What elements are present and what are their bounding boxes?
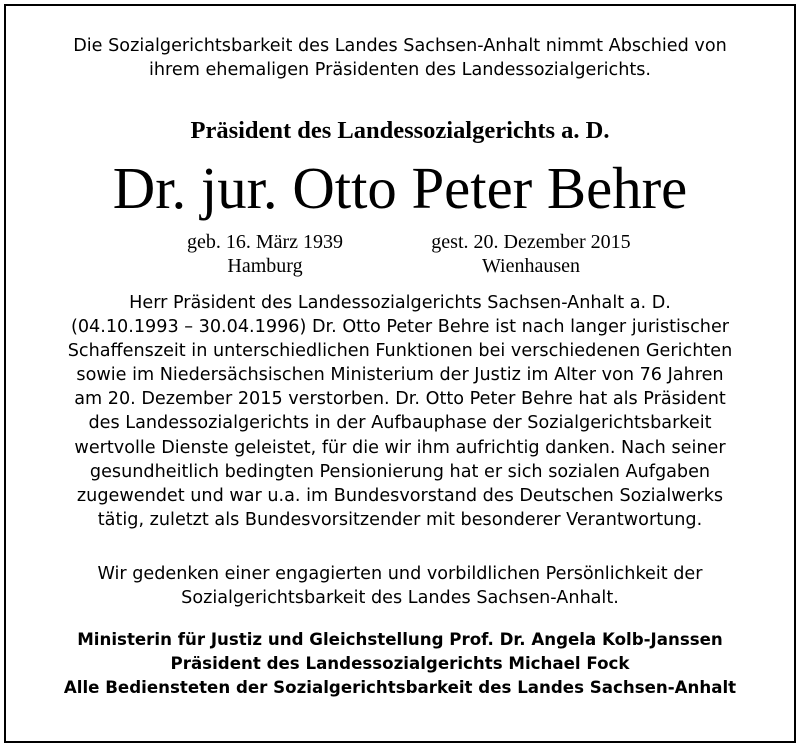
obituary-notice <box>4 4 796 743</box>
deceased-name: Dr. jur. Otto Peter Behre <box>112 156 688 221</box>
remembrance-paragraph <box>6 562 794 610</box>
body-line: wertvolle Dienste geleistet, für die wir ihm aufrichtig danken. Nach seiner <box>74 437 726 458</box>
remembrance-line: Sozialgerichtsbarkeit des Landes Sachsen-Anhalt. <box>181 588 619 608</box>
office-title: Präsident des Landessozialgerichts a. D. <box>190 117 610 144</box>
body-line: gesundheitlich bedingten Pensionierung hat er sich sozialen Aufgaben <box>89 461 711 482</box>
intro-paragraph <box>6 34 794 82</box>
remembrance-line: Wir gedenken einer engagierten und vorbildlichen Persönlichkeit der <box>97 564 703 584</box>
birth-date: geb. 16. März 1939 <box>186 231 344 253</box>
signature-line: Präsident des Landessozialgerichts Michael Fock <box>170 654 630 673</box>
signatures-block <box>6 628 794 700</box>
signature-line: Ministerin für Justiz und Gleichstellung Prof. Dr. Angela Kolb-Janssen <box>77 630 723 649</box>
body-line: tätig, zuletzt als Bundesvorsitzender mit besonderer Verantwortung. <box>97 509 703 530</box>
body-line: am 20. Dezember 2015 verstorben. Dr. Otto Peter Behre hat als Präsident <box>74 389 726 410</box>
birth-place: Hamburg <box>227 255 303 277</box>
body-line: des Landessozialgerichts in der Aufbauphase der Sozialgerichtsbarkeit <box>88 413 712 434</box>
body-line: Schaffenszeit in unterschiedlichen Funktionen bei verschiedenen Gerichten <box>67 341 733 362</box>
intro-line: Die Sozialgerichtsbarkeit des Landes Sachsen-Anhalt nimmt Abschied von <box>73 36 727 56</box>
birth-info <box>154 230 376 278</box>
death-info <box>396 230 666 278</box>
body-line: Herr Präsident des Landessozialgerichts Sachsen-Anhalt a. D. <box>129 293 671 313</box>
body-line: zugewendet und war u.a. im Bundesvorstand des Deutschen Sozialwerks <box>76 485 724 506</box>
body-line: sowie im Niedersächsischen Ministerium der Justiz im Alter von 76 Jahren <box>76 365 724 386</box>
body-line: (04.10.1993 – 30.04.1996) Dr. Otto Peter Behre ist nach langer juristischer <box>70 317 730 338</box>
signature-line: Alle Bediensteten der Sozialgerichtsbarkeit des Landes Sachsen-Anhalt <box>63 678 737 697</box>
death-date: gest. 20. Dezember 2015 <box>431 231 631 253</box>
body-paragraph <box>6 291 794 532</box>
intro-line: ihrem ehemaligen Präsidenten des Landessozialgerichts. <box>148 60 652 80</box>
death-place: Wienhausen <box>481 255 581 277</box>
